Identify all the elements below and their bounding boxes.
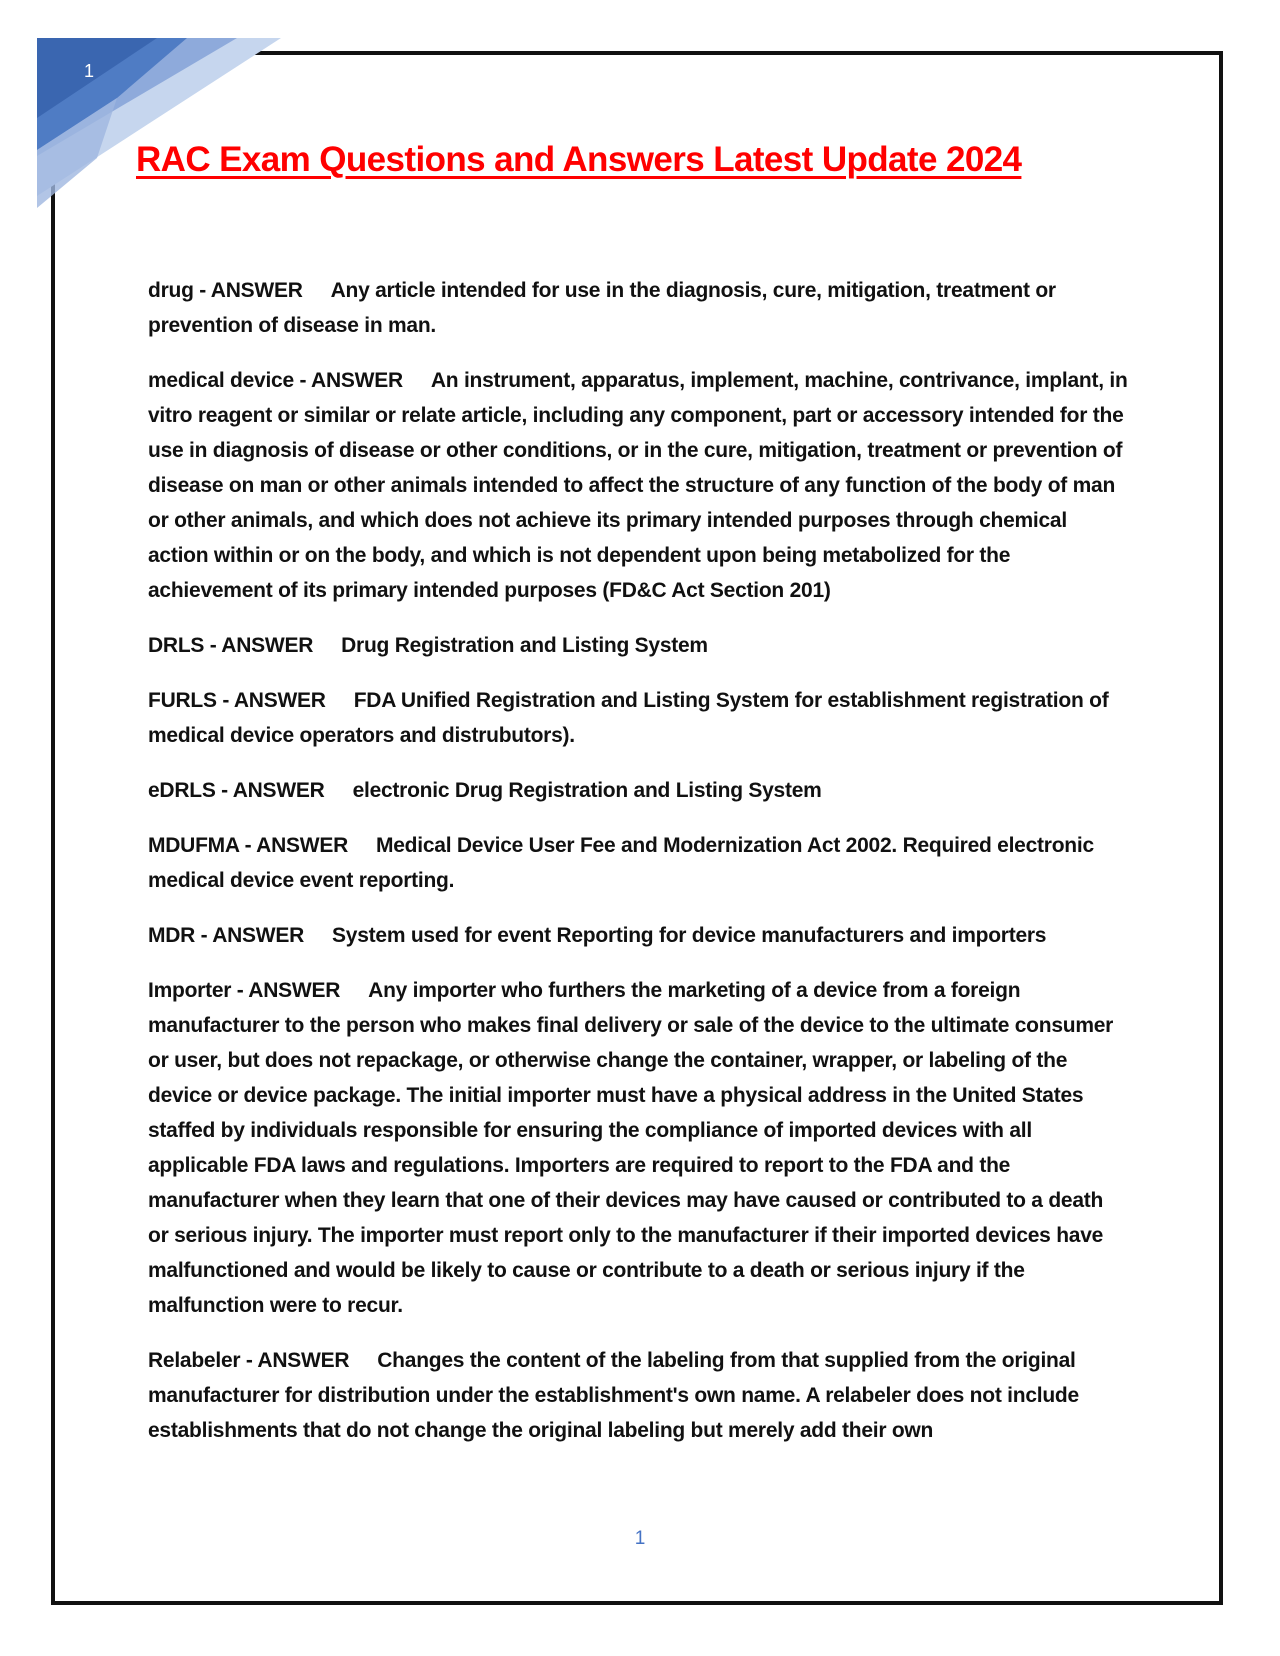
qa-entry — [148, 773, 1128, 808]
qa-entry — [148, 273, 1128, 343]
qa-entry — [148, 683, 1128, 753]
qa-entry — [148, 973, 1128, 1323]
entry-definition: Changes the content of the labeling from that supplied from the original manufacturer for distribution under the establishment's own name. A relabeler does not include establishments that do not change the original labeling but merely add their own — [148, 1349, 1079, 1442]
qa-entry — [148, 828, 1128, 898]
qa-entry — [148, 363, 1128, 608]
corner-decoration — [37, 38, 281, 208]
entry-definition: Drug Registration and Listing System — [341, 634, 708, 657]
entry-definition: System used for event Reporting for device manufacturers and importers — [332, 924, 1047, 947]
footer-page-number: 1 — [634, 1528, 646, 1549]
qa-entry — [148, 628, 1128, 663]
entry-term: Relabeler - ANSWER — [148, 1349, 350, 1372]
entry-term: FURLS - ANSWER — [148, 689, 326, 712]
entry-term: Importer - ANSWER — [148, 979, 341, 1002]
entry-definition: electronic Drug Registration and Listing System — [352, 779, 822, 802]
entry-term: MDR - ANSWER — [148, 924, 305, 947]
entry-term: medical device - ANSWER — [148, 369, 403, 392]
entry-definition: Any article intended for use in the diagnosis, cure, mitigation, treatment or prevention of disease in man. — [148, 279, 1056, 337]
entry-definition: FDA Unified Registration and Listing System for establishment registration of medical device operators and distrubutors). — [148, 689, 1109, 747]
entry-definition: Any importer who furthers the marketing of a device from a foreign manufacturer to the person who makes final delivery or sale of the device to the ultimate consumer or user, but does not repackage, or otherwise change the container, wrapper, or labeling of the device or device package. The initial importer must have a physical address in the United States staffed by individuals responsible for ensuring the compliance of imported devices with all applicable FDA laws and regulations. Importers are required to report to the FDA and the manufacturer when they learn that one of their devices may have caused or contributed to a death or serious injury. The importer must report only to the manufacturer if their imported devices have malfunctioned and would be likely to cause or contribute to a death or serious injury if the malfunction were to recur. — [148, 979, 1114, 1317]
entry-definition: Medical Device User Fee and Modernization Act 2002. Required electronic medical device event reporting. — [148, 834, 1094, 892]
qa-entry — [148, 1343, 1128, 1448]
entry-term: drug - ANSWER — [148, 279, 303, 302]
entry-term: MDUFMA - ANSWER — [148, 834, 348, 857]
qa-entries — [148, 273, 1128, 1468]
corner-page-number: 1 — [84, 61, 95, 81]
entry-term: eDRLS - ANSWER — [148, 779, 325, 802]
entry-definition: An instrument, apparatus, implement, machine, contrivance, implant, in vitro reagent or similar or relate article, including any component, part or accessory intended for the use in diagnosis of disease or other conditions, or in the cure, mitigation, treatment or prevention of disease on man or other animals intended to affect the structure of any function of the body of man or other animals, and which does not achieve its primary intended purposes through chemical action within or on the body, and which is not dependent upon being metabolized for the achievement of its primary intended purposes (FD&C Act Section 201) — [148, 369, 1128, 602]
qa-entry — [148, 918, 1128, 953]
entry-term: DRLS - ANSWER — [148, 634, 314, 657]
document-title: RAC Exam Questions and Answers Latest Update 2024 — [136, 140, 1022, 179]
